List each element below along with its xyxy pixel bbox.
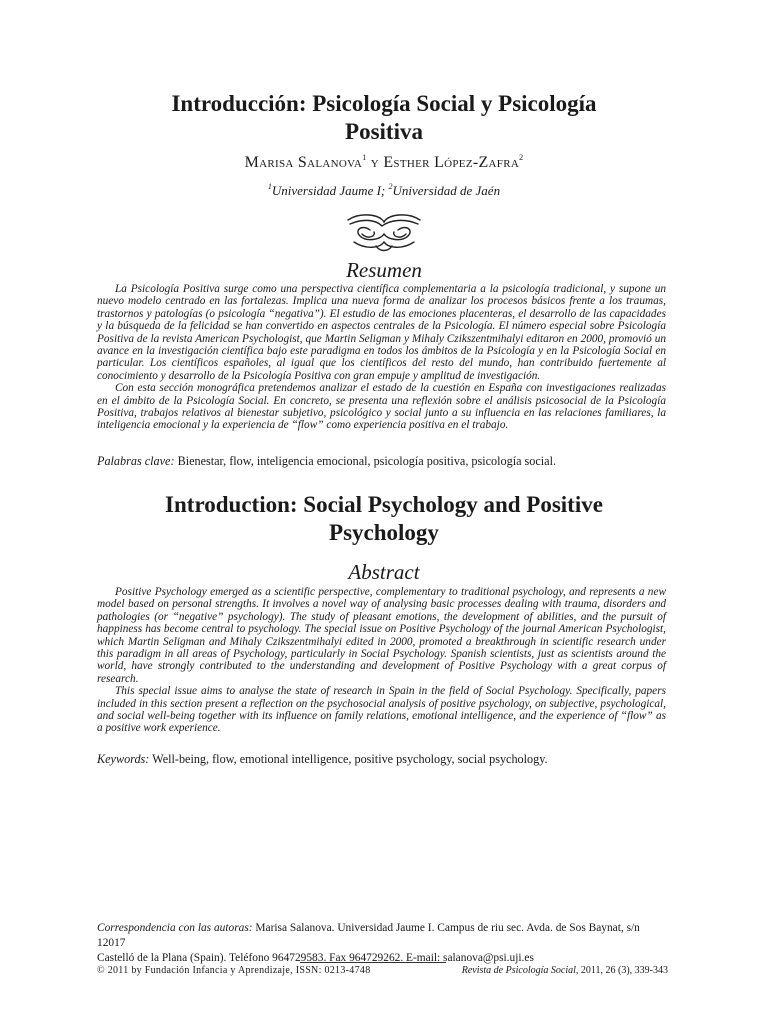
spanish-title-line1: Introducción: Psicología Social y Psicología <box>171 91 597 116</box>
affil-2: Universidad de Jaén <box>392 183 501 198</box>
spanish-title <box>90 90 678 146</box>
author-2: Esther López-Zafra <box>383 154 520 171</box>
decorative-scroll-flourish-icon <box>340 210 428 254</box>
footer-citation <box>462 965 668 976</box>
affil-sup-1: 1 <box>267 182 272 191</box>
spanish-title-line2: Positiva <box>345 119 423 144</box>
affiliations <box>100 183 668 199</box>
resumen-body <box>97 283 666 432</box>
affil-1: Universidad Jaume I; <box>271 183 389 198</box>
palabras-clave-label: Palabras clave: <box>97 454 175 468</box>
resumen-heading: Resumen <box>346 258 422 282</box>
abstract-paragraph-1: Positive Psychology emerged as a scientific perspective, complementary to traditional psychology, and represents a new model based on personal strengths. It involves a novel way of analysing basic processes dealing with trauma, disorders and pathologies (or “negative” psychology). The study of pleasant emotions, the development of abilities, and the pursuit of happiness has become central to psychology. The special issue on Positive Psychology of the journal American Psychologist, which Martin Seligman and Mihaly Czikszentmihalyi edited in 2000, promoted a breakthrough in scientific research under this paradigm in all areas of Psychology, particularly in Social Psychology. Spanish scientists, just as scientists around the world, have strongly contributed to the understanding and development of Positive Psychology with a great corpus of research. <box>97 586 666 685</box>
correspondence-label: Correspondencia con las autoras: <box>97 922 253 934</box>
affil-sup-2: 2 <box>388 182 393 191</box>
english-title <box>90 491 678 547</box>
english-title-line2: Psychology <box>329 520 439 545</box>
authors <box>100 154 668 172</box>
palabras-clave <box>97 454 666 469</box>
keywords <box>97 752 666 767</box>
keywords-label: Keywords: <box>97 752 150 766</box>
abstract-heading: Abstract <box>348 560 420 584</box>
author-1: Marisa Salanova <box>244 154 363 171</box>
author-2-sup: 2 <box>519 153 524 162</box>
english-title-line1: Introduction: Social Psychology and Positive <box>165 492 603 517</box>
correspondence-line1: Marisa Salanova. Universidad Jaume I. Campus de riu sec. Avda. de Sos Baynat, s/n 12017 <box>97 922 640 949</box>
keywords-text: Well-being, flow, emotional intelligence, positive psychology, social psychology. <box>149 752 548 766</box>
footer-copyright: © 2011 by Fundación Infancia y Aprendizaje, ISSN: 0213-4748 <box>97 965 371 976</box>
abstract-paragraph-2: This special issue aims to analyse the state of research in Spain in the field of Social Psychology. Specifically, papers included in this section present a reflection on the psychosocial analysis of positive psychology, on subjective, psychological, and social well-being together with its influence on family relations, emotional intelligence, and the experience of “flow” as a positive work experience. <box>97 685 666 735</box>
resumen-paragraph-1: La Psicología Positiva surge como una perspectiva científica complementaria a la psicología tradicional, y supone un nuevo modelo centrado en las fortalezas. Implica una nueva forma de analizar los procesos básicos frente a los traumas, trastornos y patologías (o psicología “negativa”). El estudio de las emociones placenteras, el desarrollo de las capacidades y la búsqueda de la felicidad se han convertido en aspectos centrales de la Psicología. El número especial sobre Psicología Positiva de la revista American Psychologist, que Martin Seligman y Mihaly Czikszentmihalyi editaron en 2000, promovió un avance en la investigación científica bajo este paradigma en todos los ámbitos de la Psicología y en la Psicología Social en particular. Los científicos españoles, al igual que los científicos del resto del mundo, han contribuido fuertemente al conocimiento y desarrollo de la Psicología Positiva con gran empuje y amplitud de investigación. <box>97 283 666 382</box>
palabras-clave-text: Bienestar, flow, inteligencia emocional, psicología positiva, psicología social. <box>174 454 557 468</box>
footer-citation-details: , 2011, 26 (3), 339-343 <box>575 965 668 976</box>
abstract-body <box>97 586 666 735</box>
correspondence <box>97 921 669 966</box>
resumen-paragraph-2: Con esta sección monográfica pretendemos analizar el estado de la cuestión en España con investigaciones realizadas en el ámbito de la Psicología Social. En concreto, se presenta una reflexión sobre el análisis psicosocial de la Psicología Positiva, trabajos relativos al bienestar subjetivo, psicológico y social junto a su influencia en las relaciones familiares, la inteligencia emocional y la experiencia de “flow” como experiencia positiva en el trabajo. <box>97 382 666 432</box>
footer-journal: Revista de Psicología Social <box>461 965 576 976</box>
correspondence-line2: Castelló de la Plana (Spain). Teléfono 964729583. Fax 964729262. E-mail: salanova@psi.uji.es <box>97 952 534 964</box>
author-1-sup: 1 <box>362 153 367 162</box>
authors-conjunction: y <box>366 154 384 171</box>
footer-divider <box>300 962 446 963</box>
